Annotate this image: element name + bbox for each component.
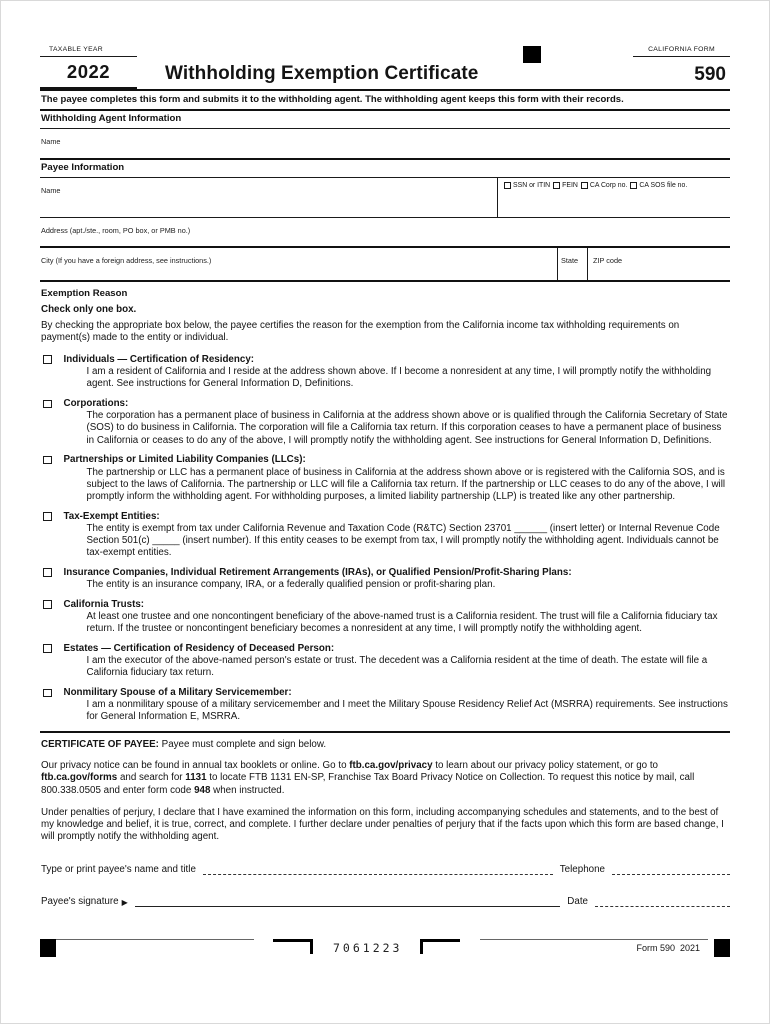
form-title-row bbox=[40, 57, 730, 89]
payee-zip-field[interactable] bbox=[587, 248, 730, 280]
exemption-intro-text: By checking the appropriate box below, the payee certifies the reason for the exemption from the California income tax withholding requirements on payment(s) made to the entity or individual. bbox=[41, 319, 680, 343]
payee-address-label: Address (apt./ste., room, PO box, or PMB no.) bbox=[41, 225, 191, 235]
certificate-heading-bold: CERTIFICATE OF PAYEE: bbox=[41, 739, 159, 751]
certificate-heading-rest: Payee must complete and sign below. bbox=[158, 739, 327, 751]
form-number: 590 bbox=[694, 64, 726, 85]
taxable-year-label: TAXABLE YEAR bbox=[40, 44, 137, 57]
corporations-description: The corporation has a permanent place of business in California at the address shown above or is qualified through the California Secretary of State (SOS) to do business in California. The corporation will file a California tax return. If this corporation ceases to have a permanent place of business in California or ceases to do any of the above, I will promptly notify the withholding agent. See instructions for General Information D, Definitions. bbox=[86, 410, 728, 446]
payee-id-type-cell bbox=[497, 178, 730, 217]
exemption-reason-heading: Exemption Reason bbox=[41, 287, 128, 299]
payee-name-row bbox=[40, 178, 730, 218]
individuals-checkbox[interactable] bbox=[43, 355, 52, 364]
scanline-number: 7061223 bbox=[333, 941, 403, 956]
payee-state-label: State bbox=[561, 255, 579, 265]
payee-city-state-zip-row bbox=[40, 248, 730, 282]
payee-state-field[interactable] bbox=[557, 248, 587, 280]
tax-exempt-label: Tax-Exempt Entities: bbox=[63, 510, 160, 522]
individuals-description: I am a resident of California and I reside at the address shown above. If I become a nonresident at any time, I will promptly notify the withholding agent. See instructions for General Information D, Definitions. bbox=[86, 366, 712, 390]
payee-city-label: City (If you have a foreign address, see instructions.) bbox=[41, 255, 212, 265]
name-title-telephone-row bbox=[40, 864, 730, 875]
exemption-option-individuals bbox=[40, 354, 730, 391]
corporations-label: Corporations: bbox=[63, 398, 129, 410]
payee-section-heading: Payee Information bbox=[40, 160, 730, 178]
signature-label: Payee's signature bbox=[41, 896, 119, 908]
exemption-option-corporations bbox=[40, 398, 730, 447]
withholding-agent-section-heading: Withholding Agent Information bbox=[40, 111, 730, 129]
partnerships-checkbox[interactable] bbox=[43, 456, 52, 465]
corner-bracket-right-icon bbox=[273, 939, 313, 954]
ca-corp-label: CA Corp no. bbox=[589, 181, 628, 189]
fein-checkbox[interactable] bbox=[553, 182, 560, 189]
california-form-label: CALIFORNIA FORM bbox=[633, 44, 730, 57]
partnerships-label: Partnerships or Limited Liability Companies (LLCs): bbox=[63, 454, 306, 466]
id-type-ca-corp bbox=[581, 182, 628, 189]
payee-city-field[interactable] bbox=[40, 248, 557, 280]
taxable-year-value: 2022 bbox=[40, 61, 137, 89]
exemption-options-list bbox=[40, 354, 730, 724]
payee-name-label: Name bbox=[41, 185, 61, 195]
form-title: Withholding Exemption Certificate bbox=[165, 63, 479, 84]
withholding-agent-name-label: Name bbox=[41, 136, 61, 146]
form-version-text: Form 590 2021 bbox=[480, 939, 708, 953]
fein-label: FEIN bbox=[562, 181, 578, 189]
certificate-heading bbox=[40, 739, 730, 750]
ca-corp-checkbox[interactable] bbox=[581, 182, 588, 189]
form-1131-ref: 1131 bbox=[185, 772, 207, 784]
scan-registration-square-left bbox=[40, 939, 56, 957]
telephone-label: Telephone bbox=[559, 864, 605, 876]
insurance-description: The entity is an insurance company, IRA, or a federally qualified pension or profit-sharing plan. bbox=[86, 579, 496, 591]
name-title-input-line[interactable] bbox=[203, 864, 553, 875]
check-only-one-box-label: Check only one box. bbox=[41, 303, 137, 315]
exemption-option-california-trusts bbox=[40, 599, 730, 636]
scan-registration-square-right bbox=[714, 939, 730, 957]
date-label: Date bbox=[567, 896, 588, 908]
insurance-label: Insurance Companies, Individual Retirement Arrangements (IRAs), or Qualified Pension/Profit-Sharing Plans: bbox=[63, 566, 572, 578]
ssn-itin-label: SSN or ITIN bbox=[513, 181, 551, 189]
id-type-fein bbox=[553, 182, 578, 189]
exemption-option-estates bbox=[40, 643, 730, 680]
form-footer bbox=[40, 939, 730, 957]
payee-address-field[interactable] bbox=[40, 218, 730, 248]
form-instruction-bar: The payee completes this form and submits it to the withholding agent. The withholding agent keeps this form with their records. bbox=[40, 89, 730, 111]
insurance-checkbox[interactable] bbox=[43, 568, 52, 577]
signature-date-row bbox=[40, 896, 730, 907]
perjury-declaration-text: Under penalties of perjury, I declare that I have examined the information on this form, including accompanying schedules and statements, and to the best of my knowledge and belief, it is true, correct, and complete. I further declare under penalties of perjury that if the facts upon which this form are based change, I will promptly notify the withholding agent. bbox=[41, 806, 724, 843]
forms-url: ftb.ca.gov/forms bbox=[41, 772, 118, 784]
withholding-agent-name-field[interactable] bbox=[40, 129, 730, 160]
id-type-ca-sos bbox=[630, 182, 687, 189]
ca-sos-checkbox[interactable] bbox=[630, 182, 637, 189]
partnerships-description: The partnership or LLC has a permanent place of business in California at the address shown above or is registered with the California SOS, and is subject to the laws of California. The partnership or LLC will file a California tax return. If the partnership or LLC ceases to do any of the above, I will promptly inform the withholding agent. For withholding purposes, a limited liability partnership (LLP) is treated like any other partnership. bbox=[86, 466, 726, 502]
id-type-ssn-itin bbox=[504, 182, 550, 189]
form-code-948: 948 bbox=[194, 784, 211, 796]
individuals-label: Individuals — Certification of Residency: bbox=[63, 353, 255, 365]
nonmilitary-spouse-checkbox[interactable] bbox=[43, 689, 52, 698]
estates-label: Estates — Certification of Residency of Deceased Person: bbox=[63, 642, 335, 654]
date-input-line[interactable] bbox=[595, 896, 730, 907]
telephone-input-line[interactable] bbox=[612, 864, 730, 875]
ssn-itin-checkbox[interactable] bbox=[504, 182, 511, 189]
footer-rule-left bbox=[56, 939, 254, 940]
corner-bracket-left-icon bbox=[420, 939, 460, 954]
nonmilitary-spouse-label: Nonmilitary Spouse of a Military Servicemember: bbox=[63, 687, 292, 699]
exemption-option-partnerships bbox=[40, 454, 730, 503]
estates-description: I am the executor of the above-named person's estate or trust. The decedent was a California resident at the time of death. The estate will file a California fiduciary tax return. bbox=[86, 655, 708, 679]
name-title-label: Type or print payee's name and title bbox=[41, 864, 196, 876]
certificate-of-payee-section bbox=[40, 731, 730, 907]
california-trusts-description: At least one trustee and one noncontingent beneficiary of the above-named trust is a California resident. The trust will file a California fiduciary tax return. If the trustee or noncontingent beneficiary becomes a nonresident at any time, I will promptly notify the withholding agent. bbox=[86, 611, 718, 635]
scan-registration-square-top bbox=[523, 46, 541, 63]
california-trusts-checkbox[interactable] bbox=[43, 600, 52, 609]
exemption-option-tax-exempt bbox=[40, 511, 730, 560]
signature-arrow-icon: ▶ bbox=[121, 898, 128, 908]
corporations-checkbox[interactable] bbox=[43, 400, 52, 409]
privacy-notice-text: Our privacy notice can be found in annual tax booklets or online. Go to ftb.ca.gov/privacy to learn about our privacy policy statement, or go to ftb.ca.gov/forms and search for 1131 to locate FTB 1131 EN-SP, Franchise Tax Board Privacy Notice on Collection. To request this notice by mail, call 800.338.0505 and enter form code 948 when instructed. bbox=[41, 760, 695, 796]
privacy-url: ftb.ca.gov/privacy bbox=[349, 760, 433, 772]
tax-exempt-checkbox[interactable] bbox=[43, 512, 52, 521]
payee-name-field[interactable] bbox=[40, 178, 497, 217]
ca-sos-label: CA SOS file no. bbox=[639, 181, 688, 189]
california-trusts-label: California Trusts: bbox=[63, 598, 145, 610]
nonmilitary-spouse-description: I am a nonmilitary spouse of a military servicemember and I meet the Military Spouse Residency Relief Act (MSRRA) requirements. See instructions for General Information E, MSRRA. bbox=[86, 699, 728, 723]
payee-zip-label: ZIP code bbox=[593, 255, 623, 265]
signature-input-line[interactable] bbox=[135, 896, 561, 907]
estates-checkbox[interactable] bbox=[43, 644, 52, 653]
form-header-top bbox=[40, 44, 730, 57]
exemption-option-nonmilitary-spouse bbox=[40, 687, 730, 724]
exemption-option-insurance bbox=[40, 567, 730, 591]
tax-exempt-description: The entity is exempt from tax under California Revenue and Taxation Code (R&TC) Section 23701 ______ (insert letter) or Internal Revenue Code Section 501(c) _____ (insert number). If this entity ceases to be exempt from tax, I will promptly notify the withholding agent. Individuals cannot be tax-exempt entities. bbox=[86, 522, 720, 559]
